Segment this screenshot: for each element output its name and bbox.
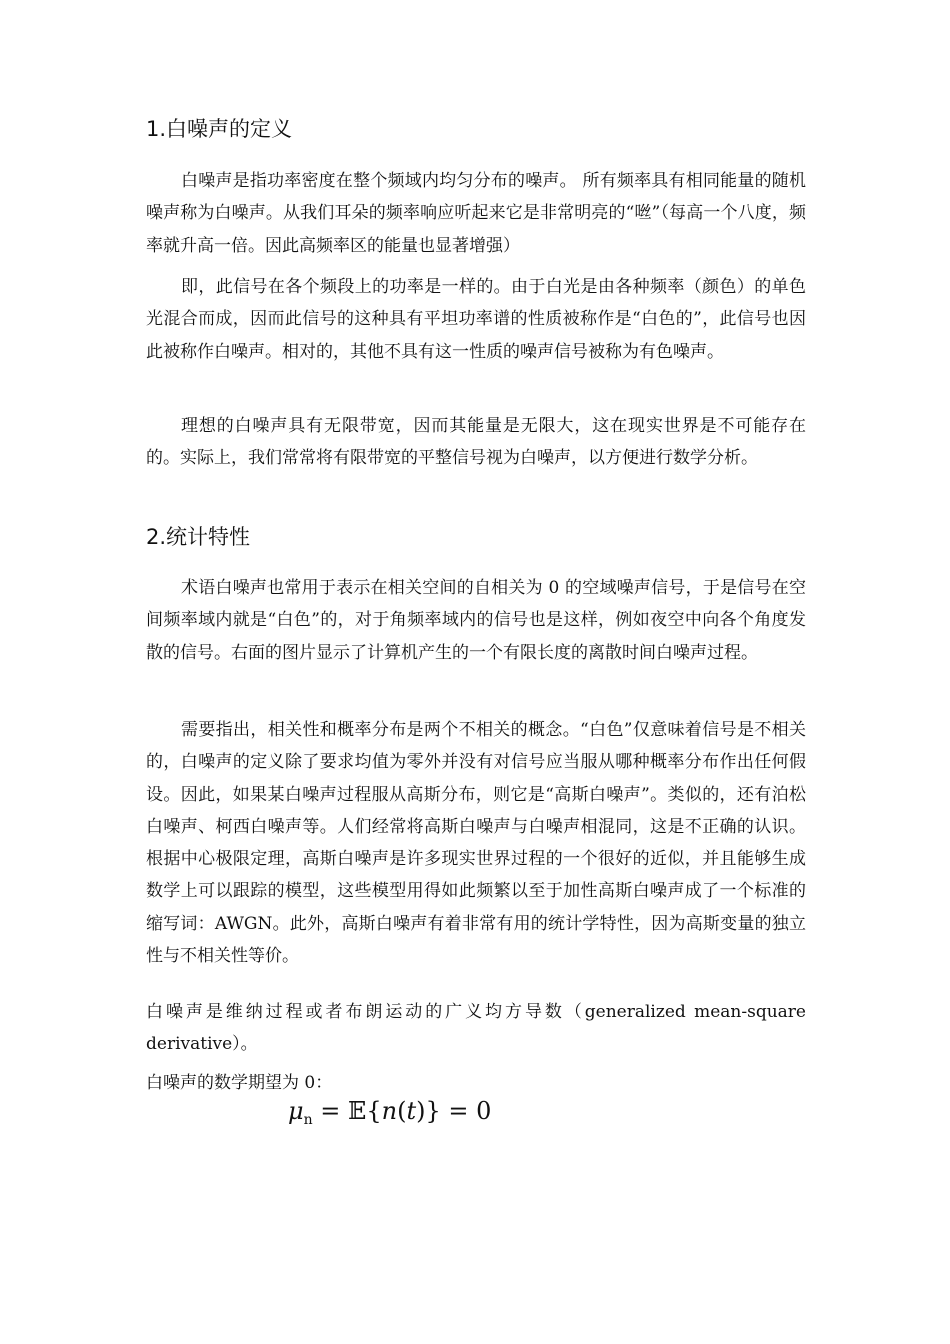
formula-left-brace: { [366,1097,382,1125]
formula-left-paren: ( [397,1097,407,1125]
paragraph-wiener-derivative: 白噪声是维纳过程或者布朗运动的广义均方导数（generalized mean-square derivative）。 [146,1002,806,1055]
paragraph-ideal-white-noise: 理想的白噪声具有无限带宽，因而其能量是无限大，这在现实世界是不可能存在的。实际上，我们常常将有限带宽的平整信号视为白噪声，以方便进行数学分析。 [146,416,806,469]
formula-expectation-symbol: 𝔼 [348,1097,367,1125]
formula-t: t [406,1097,417,1125]
section-heading-definition: 1.白噪声的定义 [146,117,293,141]
paragraph-expectation-intro: 白噪声的数学期望为 0： [146,1073,333,1093]
formula-subscript: n [303,1112,313,1128]
formula-zero: 0 [476,1097,492,1125]
paragraph-spatial-noise: 术语白噪声也常用于表示在相关空间的自相关为 0 的空域噪声信号，于是信号在空间频率域内就是“白色”的，对于角频率域内的信号也是这样，例如夜空中向各个角度发散的信号。右面的图片显示了计算机产生的一个有限长度的离散时间白噪声过程。 [146,578,806,663]
paragraph-correlation-distribution: 需要指出，相关性和概率分布是两个不相关的概念。“白色”仅意味着信号是不相关的，白噪声的定义除了要求均值为零外并没有对信号应当服从哪种概率分布作出任何假设。因此，如果某白噪声过程服从高斯分布，则它是“高斯白噪声”。类似的，还有泊松白噪声、柯西白噪声等。人们经常将高斯白噪声与白噪声相混同，这是不正确的认识。根据中心极限定理，高斯白噪声是许多现实世界过程的一个很好的近似，并且能够生成数学上可以跟踪的模型，这些模型用得如此频繁以至于加性高斯白噪声成了一个标准的缩写词：AWGN。此外，高斯白噪声有着非常有用的统计学特性，因为高斯变量的独立性与不相关性等价。 [146,720,806,967]
formula-n: n [381,1097,398,1125]
formula-mu: μ [288,1097,304,1125]
formula-right-brace: } [425,1097,441,1125]
paragraph-definition: 白噪声是指功率密度在整个频域内均匀分布的噪声。 所有频率具有相同能量的随机噪声称为白噪声。从我们耳朵的频率响应听起来它是非常明亮的“咝”（每高一个八度，频率就升高一倍。因此高频率区的能量也显著增强） [146,171,806,256]
paragraph-flat-spectrum: 即，此信号在各个频段上的功率是一样的。由于白光是由各种频率（颜色）的单色光混合而成，因而此信号的这种具有平坦功率谱的性质被称作是“白色的”，此信号也因此被称作白噪声。相对的，其他不具有这一性质的噪声信号被称为有色噪声。 [146,277,806,362]
formula-equals: = [312,1097,349,1125]
formula-right-paren: ) [416,1097,426,1125]
expectation-formula [288,1094,491,1132]
section-heading-statistics: 2.统计特性 [146,525,251,549]
formula-equals-2: = [440,1097,477,1125]
